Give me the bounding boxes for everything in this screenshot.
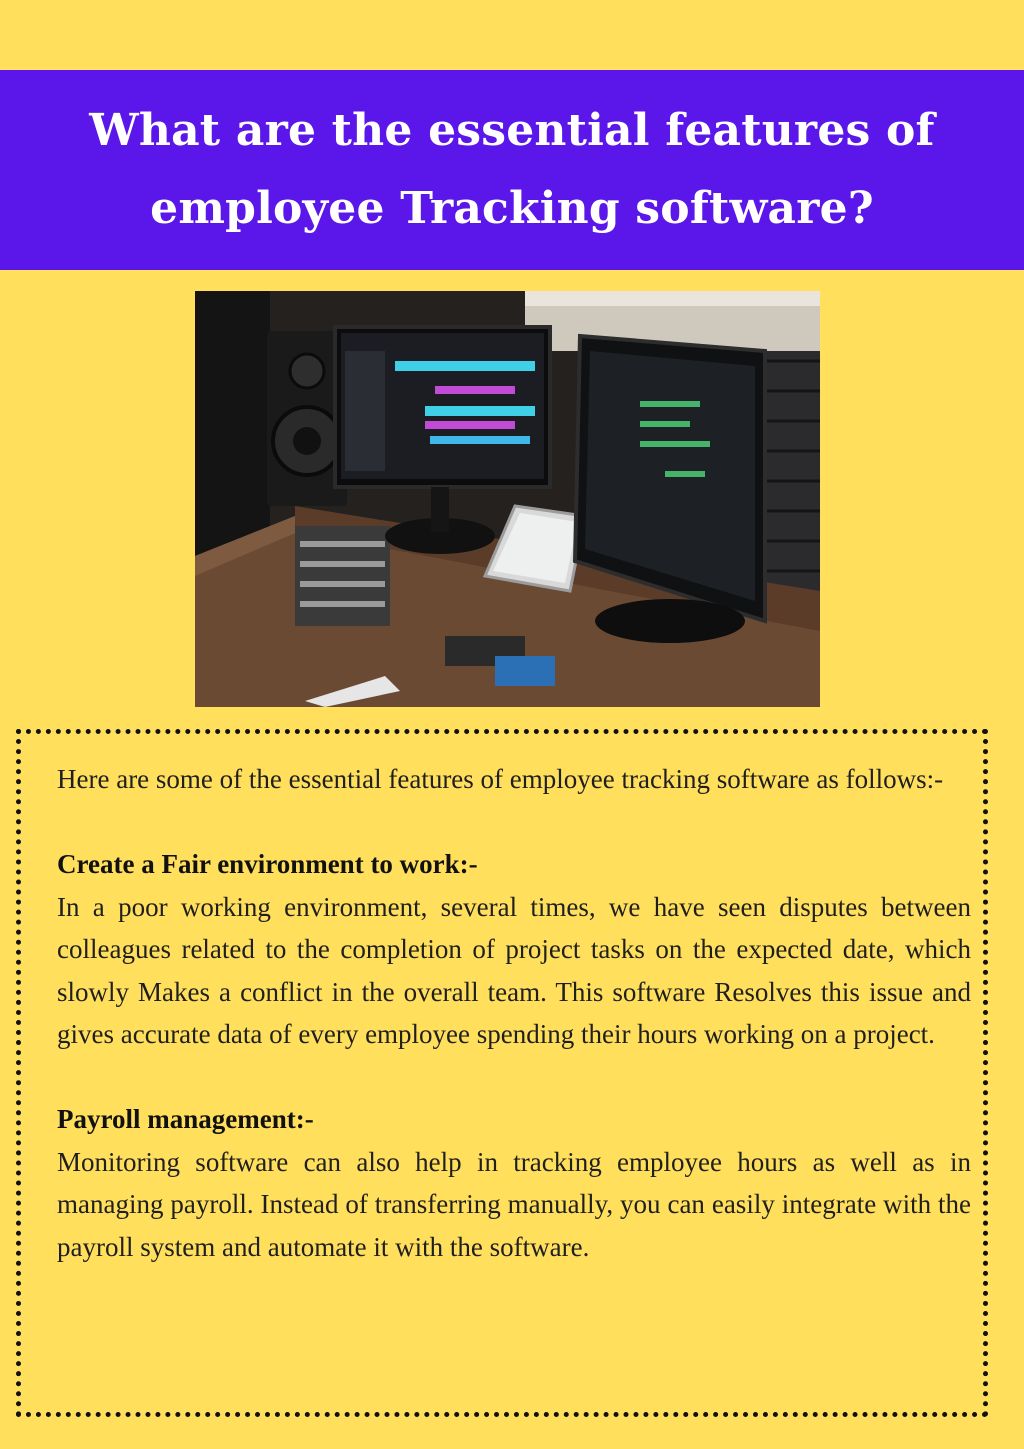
features-content xyxy=(57,758,971,1268)
section-heading-payroll: Payroll management:- xyxy=(57,1104,314,1134)
studio-desk-illustration xyxy=(195,291,820,707)
intro-paragraph: Here are some of the essential features of employee tracking software as follows:- xyxy=(57,764,944,794)
title-banner xyxy=(0,70,1024,270)
studio-desk-photo xyxy=(195,291,820,707)
title-line-1: What are the essential features of xyxy=(89,105,935,156)
section-body-payroll: Monitoring software can also help in tracking employee hours as well as in managing payroll. Instead of transferring manually, you can easily integrate with the payroll system and automate it with the software. xyxy=(57,1146,971,1262)
features-box xyxy=(16,729,988,1417)
section-body-fair-environment: In a poor working environment, several times, we have seen disputes between colleagues related to the completion of project tasks on the expected date, which slowly Makes a conflict in the overall team. This software Resolves this issue and gives accurate data of every employee spending their hours working on a project. xyxy=(57,891,971,1049)
page-title xyxy=(89,92,934,248)
section-heading-fair-environment: Create a Fair environment to work:- xyxy=(57,849,478,879)
title-line-2: employee Tracking software? xyxy=(150,183,874,234)
